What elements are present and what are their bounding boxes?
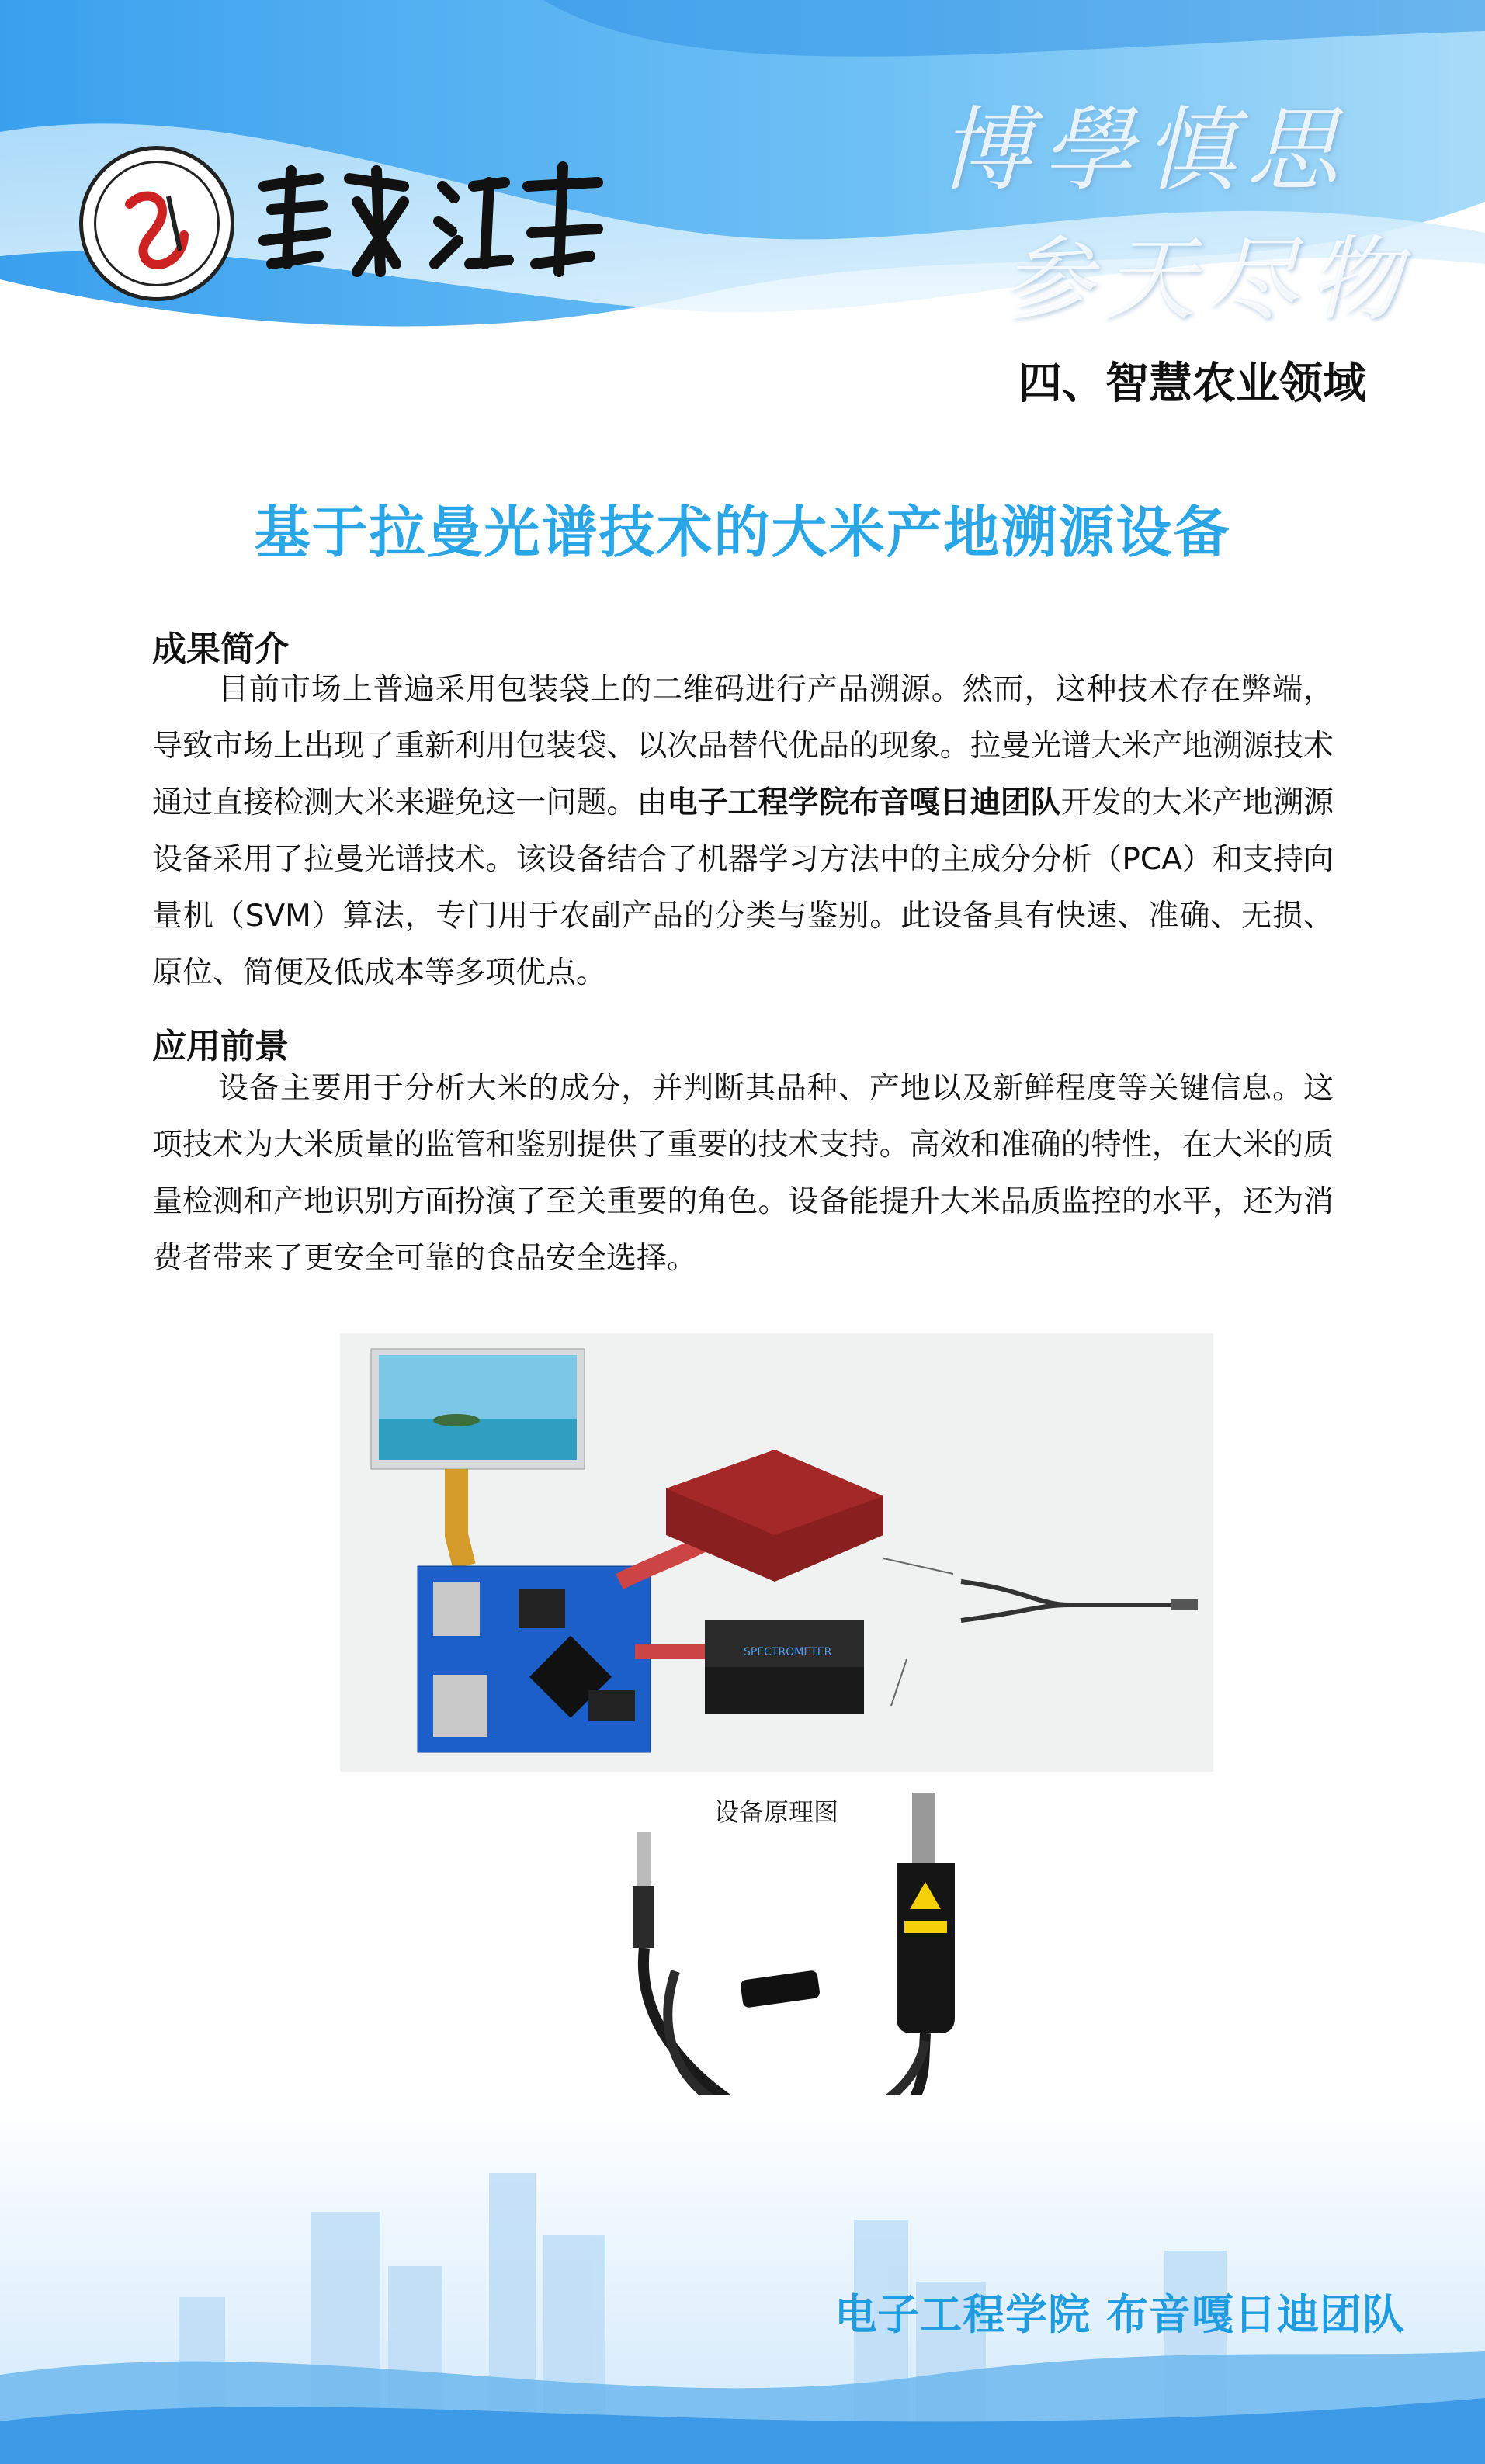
footer-team-credit: 电子工程学院 布音嘎日迪团队	[834, 2290, 1405, 2339]
application-paragraph	[152, 1060, 1334, 1287]
university-seal-logo	[79, 146, 234, 301]
application-text: 设备主要用于分析大米的成分，并判断其品种、产地以及新鲜程度等关键信息。这项技术为大米质量的监管和鉴别提供了重要的技术支持。高效和准确的特性，在大米的质量检测和产地识别方面扮演了至关重要的角色。设备能提升大米品质监控的水平，还为消费者带来了更安全可靠的食品安全选择。	[152, 1071, 1334, 1276]
motto-line-1: 博學慎思	[939, 96, 1350, 203]
spectrometer-label: SPECTROMETER	[744, 1646, 832, 1658]
team-name-highlight: 电子工程学院布音嘎日迪团队	[667, 785, 1061, 820]
application-heading: 应用前景	[152, 1027, 289, 1066]
page-title: 基于拉曼光谱技术的大米产地溯源设备	[254, 500, 1231, 565]
diagram-caption: 设备原理图	[713, 1797, 838, 1827]
intro-text-part2: 开发的大米产地溯源设备采用了拉曼光谱技术。该设备结合了机器学习方法中的主成分分析（PCA）和支持向量机（SVM）算法，专门用于农副产品的分类与鉴别。此设备具有快速、准确、无损、原位、简便及低成本等多项优点。	[152, 785, 1334, 990]
device-diagram-image	[340, 1333, 1213, 1772]
university-calligraphy-logo	[248, 155, 613, 279]
motto-line-2: 参天尽物	[1001, 226, 1412, 333]
footer-background	[0, 2095, 1485, 2464]
intro-paragraph	[152, 661, 1334, 1001]
intro-heading: 成果简介	[152, 629, 289, 669]
section-label: 四、智慧农业领域	[1018, 359, 1366, 409]
intro-text-part1: 目前市场上普遍采用包装袋上的二维码进行产品溯源。然而，这种技术存在弊端，导致市场上出现了重新利用包装袋、以次品替代优品的现象。拉曼光谱大米产地溯源技术通过直接检测大米来避免这一问题。由	[152, 672, 1334, 820]
